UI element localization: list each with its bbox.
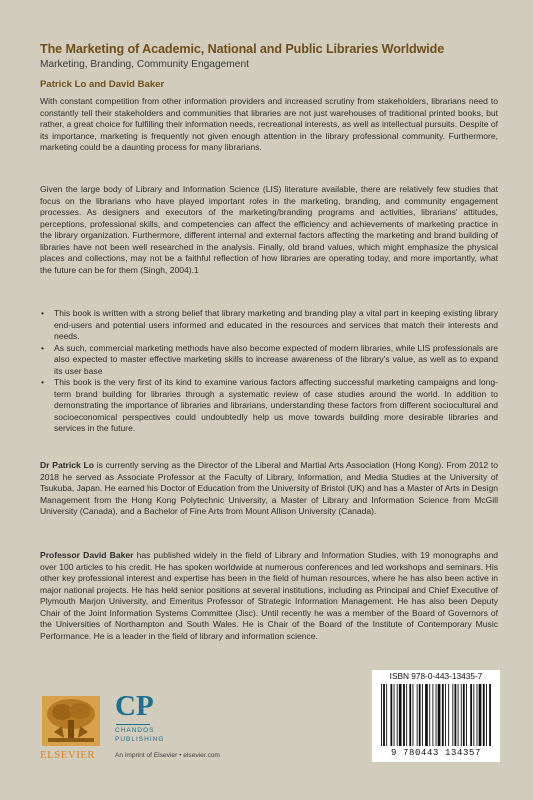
barcode-bar	[381, 684, 382, 746]
barcode-bar	[432, 684, 433, 746]
author-name-lo: Dr Patrick Lo	[40, 460, 94, 470]
barcode-bar	[403, 684, 405, 746]
barcode-bar	[473, 684, 474, 746]
author-bio-baker-text: has published widely in the field of Library and Information Studies, with 19 monographs and over 100 articles to his credit. He has spoken worldwide at numerous conferences and led workshops and seminars. His other key professional interest and expertise has been in the field of human resources, where he has also been active in major national projects. He has held senior positions at several institutions, including as Principal and Chief Executive of Plymouth Marjon University, and Emeritus Professor of Strategic Information Management. He has also been Deputy Chair of the Joint Information Systems Committee (Jisc). Until recently he was a member of the Board of Governors of the Universities of Northampton and South Wales. He is Chair of the Board of the Institute of Contemporary Music Performance. He is a leader in the field of library and information science.	[40, 550, 498, 641]
barcode-bar	[445, 684, 446, 746]
feature-bullet-list	[40, 308, 498, 435]
barcode-bar	[406, 684, 407, 746]
chandos-divider	[116, 724, 150, 725]
barcode-bar	[455, 684, 457, 746]
barcode-icon	[379, 684, 493, 748]
chandos-cp-logo: CP	[115, 690, 154, 722]
barcode-bar	[394, 684, 395, 746]
bullet-marker: •	[41, 342, 44, 353]
barcode-digits: 9 780443 134357	[390, 748, 481, 758]
barcode-bar	[397, 684, 398, 746]
barcode-bar	[438, 684, 441, 746]
barcode-bar	[419, 684, 421, 746]
chandos-publishing-name	[115, 727, 164, 744]
barcode-bar	[383, 684, 385, 746]
barcode-bar	[470, 684, 472, 746]
barcode-bar	[413, 684, 414, 746]
barcode-bar	[417, 684, 418, 746]
barcode-bar	[483, 684, 485, 746]
author-bio-baker	[40, 550, 498, 642]
bullet-text: As such, commercial marketing methods have also become expected of modern libraries, while LIS professionals are also expected to master effective marketing skills to increase awareness of the library's value, as well as to expand its user base	[54, 342, 498, 376]
barcode-bar	[466, 684, 467, 746]
book-title: The Marketing of Academic, National and Public Libraries Worldwide	[40, 42, 445, 56]
bullet-marker: •	[41, 377, 44, 388]
barcode-bar	[409, 684, 411, 746]
barcode-bar	[461, 684, 462, 746]
author-bio-lo	[40, 460, 498, 518]
barcode-bar	[448, 684, 449, 746]
bullet-item	[40, 308, 498, 343]
barcode-bar	[489, 684, 491, 746]
barcode-bar	[390, 684, 392, 746]
barcode-bar	[479, 684, 482, 746]
barcode-bar	[422, 684, 423, 746]
blurb-paragraph-1: With constant competition from other information providers and increased scrutiny from stakeholders, librarians need to constantly tell their stakeholders and communities that libraries are not just warehouses of traditional printed books, but rather, a great choice for fulfilling their information needs, recreational interests, as well as intellectual pursuits. Despite of its importance, marketing is frequently not given enough attention in the library professional community. Furthermore, marketing could be a daunting process for many librarians.	[40, 96, 498, 153]
barcode-bar	[477, 684, 478, 746]
barcode-bar	[452, 684, 453, 746]
author-bio-lo-text: is currently serving as the Director of the Liberal and Martial Arts Association (Hong Kong). From 2012 to 2018 he served as Associate Professor at the Faculty of Library, Information, and Media Studies at the University of Tsukuba, Japan. He earned his Doctor of Education from the University of Bristol (UK) and has a Master of Arts in Design Management from the Hong Kong Polytechnic University, a Master of Library and Information Science from McGill University (Canada), and a Bachelor of Fine Arts from Mount Allison University (Canada).	[40, 460, 498, 517]
barcode-bar	[425, 684, 428, 746]
barcode-bar	[486, 684, 487, 746]
barcode-bar	[458, 684, 459, 746]
barcode-bar	[386, 684, 387, 746]
barcode-bar	[429, 684, 430, 746]
barcode-bar	[436, 684, 437, 746]
bullet-text: This book is the very first of its kind to examine various factors affecting successful marketing campaigns and long-term brand building for libraries through a systematic review of case studies around the world. In addition to demonstrating the importance of libraries and librarians, understanding these factors from different sociocultural and socioeconomical perspectives could undoubtedly help us move towards building more desirable libraries and services in the future.	[54, 377, 498, 434]
book-authors: Patrick Lo and David Baker	[40, 79, 165, 90]
author-name-baker: Professor David Baker	[40, 550, 134, 560]
barcode-bar	[399, 684, 402, 746]
blurb-paragraph-2: Given the large body of Library and Information Science (LIS) literature available, there are relatively few studies that focus on the librarians who have played important roles in the marketing, branding, and community engagement processes. As designers and executors of the marketing/branding programs and activities, librarians' attitudes, perceptions, professional skills, and competencies can affect the efficiency and achievements of marketing practice in the library organization. Furthermore, different internal and external factors affecting the marketing and brand building of libraries have not been well researched in the analysis. Finally, old brand values, which might emphasize the physical places and collections, may not be a faithful reflection of how libraries are operating today, and more importantly, what the future can be for them (Singh, 2004).1	[40, 184, 498, 275]
bullet-item	[40, 377, 498, 435]
chandos-line-2: PUBLISHING	[115, 735, 165, 743]
book-subtitle: Marketing, Branding, Community Engagement	[40, 59, 249, 70]
elsevier-wordmark: ELSEVIER	[40, 749, 96, 761]
chandos-line-1: CHANDOS	[115, 727, 155, 734]
bullet-marker: •	[41, 308, 44, 318]
barcode-bar	[463, 684, 465, 746]
bullet-item	[40, 343, 498, 378]
isbn-label: ISBN 978-0-443-13435-7	[389, 671, 483, 681]
bullet-text: This book is written with a strong belief that library marketing and branding play a vital part in keeping existing library end-users and potential users informed and educated in the resources and services that match their interests and needs.	[54, 308, 498, 342]
imprint-line: An imprint of Elsevier • elsevier.com	[115, 752, 220, 759]
barcode-bar	[442, 684, 444, 746]
elsevier-tree-icon	[42, 696, 100, 746]
